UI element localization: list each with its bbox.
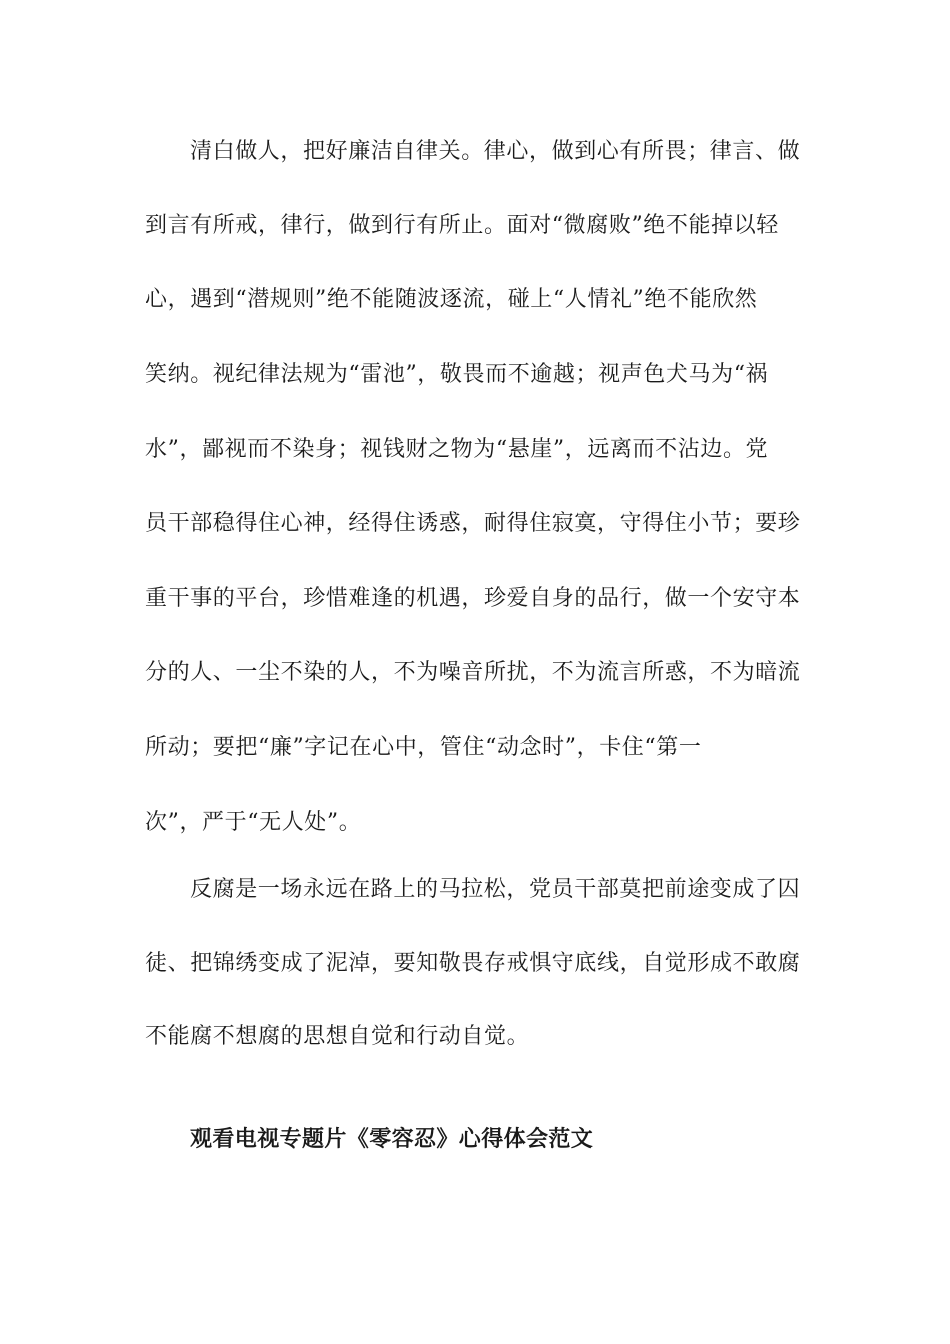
paragraph-1-line-2: 到言有所戒，律行，做到行有所止。面对“微腐败”绝不能掉以轻 [145,213,779,238]
paragraph-1-line-1: 清白做人，把好廉洁自律关。律心，做到心有所畏；律言、做 [190,139,801,164]
paragraph-1-line-3: 心，遇到“潜规则”绝不能随波逐流，碰上“人情礼”绝不能欣然 [145,287,758,312]
paragraph-1-line-4: 笑纳。视纪律法规为“雷池”，敬畏而不逾越；视声色犬马为“祸 [145,362,769,387]
paragraph-1-line-7: 重干事的平台，珍惜难逢的机遇，珍爱自身的品行，做一个安守本 [145,586,801,611]
paragraph-2-line-2: 徒、把锦绣变成了泥淖，要知敬畏存戒惧守底线，自觉形成不敢腐 [145,951,801,976]
section-heading: 观看电视专题片《零容忍》心得体会范文 [190,1126,594,1152]
paragraph-2-line-1: 反腐是一场永远在路上的马拉松，党员干部莫把前途变成了囚 [190,877,801,902]
paragraph-1-line-5: 水”，鄙视而不染身；视钱财之物为“悬崖”，远离而不沾边。党 [145,437,769,462]
paragraph-1-line-6: 员干部稳得住心神，经得住诱惑，耐得住寂寞，守得住小节；要珍 [145,511,801,536]
paragraph-1-line-8: 分的人、一尘不染的人，不为噪音所扰，不为流言所惑，不为暗流 [145,660,801,685]
paragraph-1-line-9: 所动；要把“廉”字记在心中，管住“动念时”，卡住“第一 [145,735,702,760]
paragraph-2-line-3: 不能腐不想腐的思想自觉和行动自觉。 [145,1024,530,1049]
paragraph-1-line-10: 次”，严于“无人处”。 [145,810,362,835]
